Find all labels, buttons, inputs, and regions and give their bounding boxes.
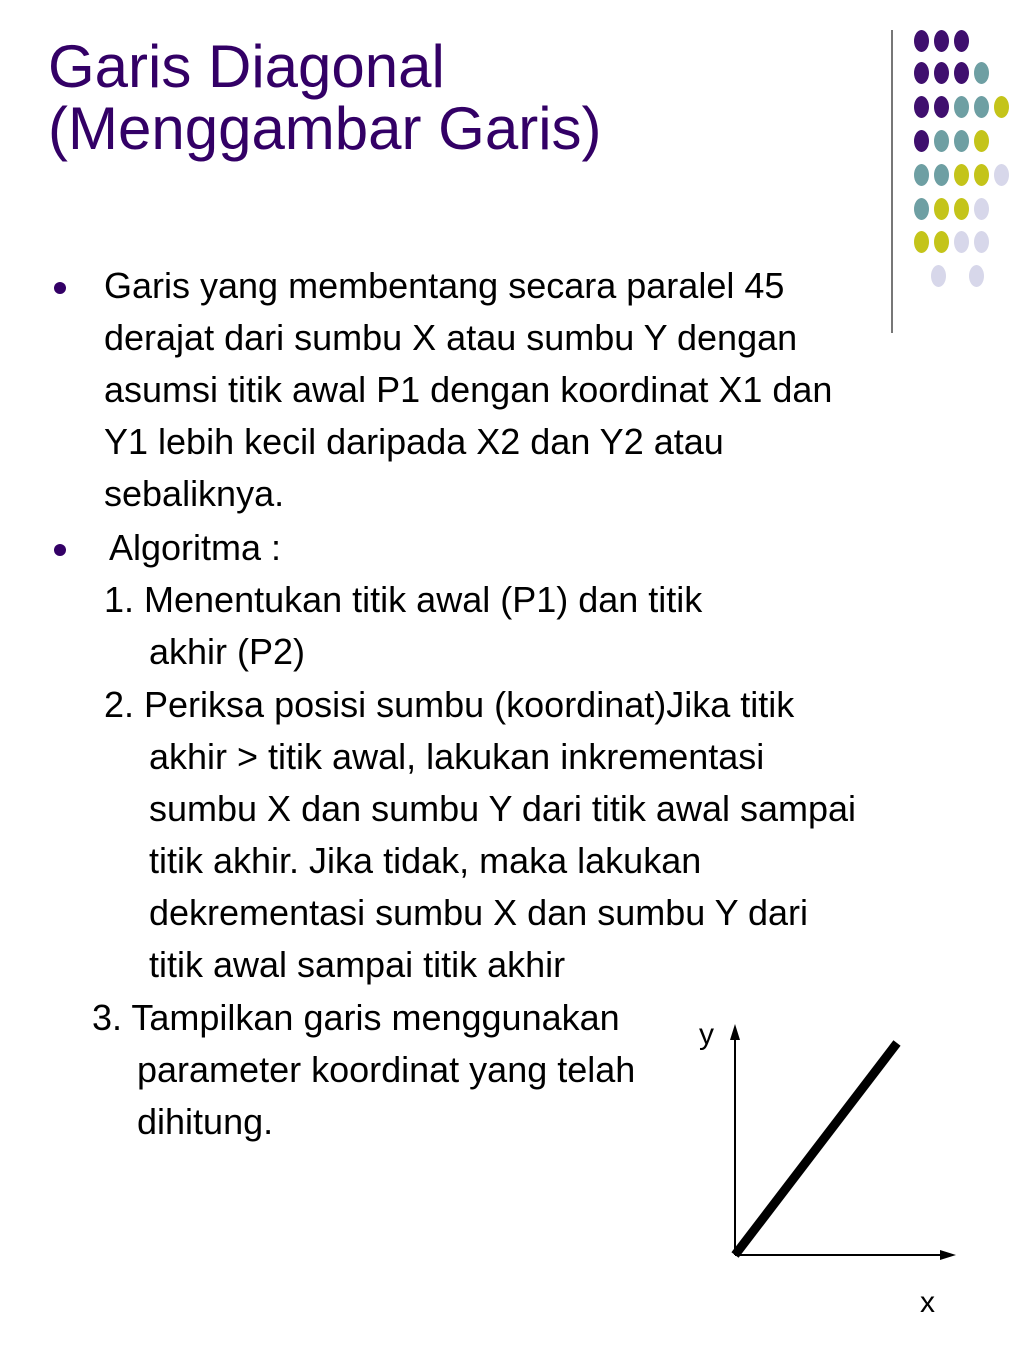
bullet-icon <box>54 544 66 556</box>
diagram-svg <box>690 1010 990 1330</box>
decorative-dot <box>914 62 929 84</box>
decorative-dot <box>934 130 949 152</box>
step2-line-3: sumbu X dan sumbu Y dari titik awal sampai <box>149 788 857 829</box>
bullet1-line-3: asumsi titik awal P1 dengan koordinat X1 dan <box>104 369 833 410</box>
decorative-dot <box>934 62 949 84</box>
step3-line-1: 3. Tampilkan garis menggunakan <box>92 997 620 1038</box>
step2-line-1: 2. Periksa posisi sumbu (koordinat)Jika titik <box>104 684 795 725</box>
bullet1-line-1: Garis yang membentang secara paralel 45 <box>104 265 785 306</box>
decorative-dot <box>974 130 989 152</box>
title-line-2: (Menggambar Garis) <box>48 95 602 162</box>
step2-line-5: dekrementasi sumbu X dan sumbu Y dari <box>149 892 809 933</box>
bullet1-line-5: sebaliknya. <box>104 473 285 514</box>
decorative-dot <box>974 164 989 186</box>
decorative-dot <box>974 62 989 84</box>
decorative-dot <box>914 198 929 220</box>
decorative-dot <box>954 130 969 152</box>
decorative-dot <box>954 30 969 52</box>
decorative-dot <box>969 265 984 287</box>
decorative-dot <box>934 231 949 253</box>
step3-line-3: dihitung. <box>137 1101 274 1142</box>
decorative-dot <box>914 231 929 253</box>
decorative-dot <box>954 62 969 84</box>
x-axis-arrowhead <box>940 1250 956 1260</box>
diagonal-line <box>735 1043 897 1255</box>
step3-line-2: parameter koordinat yang telah <box>137 1049 636 1090</box>
decorative-dot <box>934 198 949 220</box>
bullet1-line-2: derajat dari sumbu X atau sumbu Y dengan <box>104 317 798 358</box>
decorative-dot <box>994 96 1009 118</box>
step1-line-2: akhir (P2) <box>149 631 306 672</box>
y-axis-label: y <box>699 1018 714 1051</box>
algorithm-heading: Algoritma : <box>109 527 282 568</box>
decorative-dot <box>954 231 969 253</box>
decorative-dot <box>934 30 949 52</box>
decorative-dot <box>974 96 989 118</box>
decorative-dot <box>914 96 929 118</box>
decorative-dot <box>974 231 989 253</box>
step1-line-1: 1. Menentukan titik awal (P1) dan titik <box>104 579 703 620</box>
decorative-dot <box>954 164 969 186</box>
decorative-dot <box>954 198 969 220</box>
decorative-dot <box>974 198 989 220</box>
step2-line-2: akhir > titik awal, lakukan inkrementasi <box>149 736 765 777</box>
bullet-icon <box>54 282 66 294</box>
y-axis-arrowhead <box>730 1024 740 1040</box>
diagonal-line-diagram <box>690 1010 990 1330</box>
step2-line-4: titik akhir. Jika tidak, maka lakukan <box>149 840 702 881</box>
decorative-dot <box>934 96 949 118</box>
decorative-dot <box>931 265 946 287</box>
decorative-dot <box>934 164 949 186</box>
decorative-dot <box>914 130 929 152</box>
decorative-dot <box>954 96 969 118</box>
step2-line-6: titik awal sampai titik akhir <box>149 944 566 985</box>
bullet1-line-4: Y1 lebih kecil daripada X2 dan Y2 atau <box>104 421 724 462</box>
decorative-dot <box>914 30 929 52</box>
title-line-1: Garis Diagonal <box>48 33 445 100</box>
decorative-dot <box>994 164 1009 186</box>
decorative-dot <box>914 164 929 186</box>
decorative-dot-grid <box>0 0 1024 300</box>
x-axis-label: x <box>920 1286 935 1319</box>
